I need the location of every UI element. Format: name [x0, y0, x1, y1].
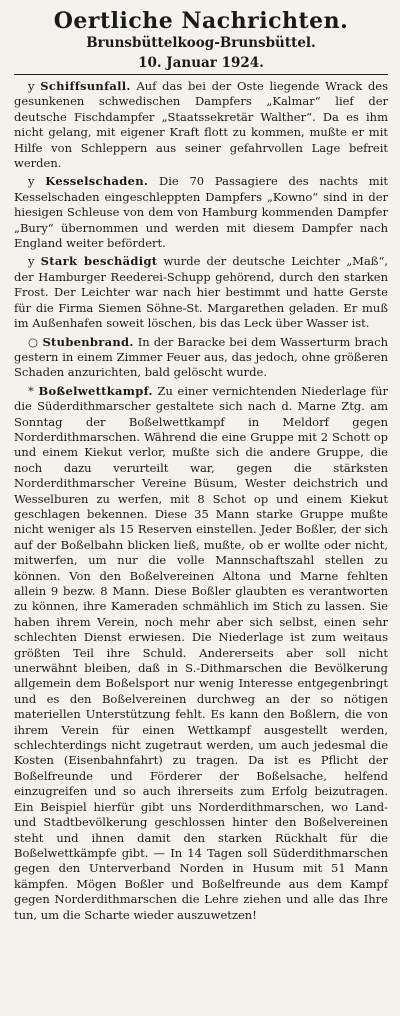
item-text: wurde der deutsche Leichter „Maß“, der Hamburger Reederei-Schupp gehörend, durch den starken Frost. Der Leichter war nach hier bestimmt und hatte Gerste für die Firma Siemen Söhne-St. Margarethen geladen. Er muß im Außenhafen soweit löschen, bis das Leck über Wasser ist. [14, 254, 389, 331]
item-lead: Stark beschädigt [40, 254, 158, 269]
item-text: Die 70 Passagiere des nachts mit Kesselschaden eingeschleppten Dampfers „Kowno“ sind in der hiesigen Schleuse von dem von Hamburg kommenden Dampfer „Bury“ übernommen und werden mit diesem Dampfer nach England weiter befördert. [14, 174, 388, 251]
item-marker: y [28, 174, 35, 189]
item-marker: * [28, 383, 34, 398]
section-title: Oertliche Nachrichten. [53, 8, 349, 34]
news-item-schiffsunfall [14, 79, 388, 171]
item-lead: Schiffsunfall. [40, 79, 131, 93]
header-divider [14, 74, 388, 75]
item-marker: y [28, 79, 35, 93]
item-lead: Kesselschaden. [45, 174, 149, 189]
news-item-bosselwettkampf [14, 384, 388, 923]
item-text: In der Baracke bei dem Wasserturm brach gestern in einem Zimmer Feuer aus, das jedoch, ohne größeren Schaden anzurichten, bald gelöscht wurde. [14, 334, 389, 380]
item-marker: y [28, 254, 35, 269]
item-lead: Stubenbrand. [42, 334, 134, 349]
news-item-stubenbrand [14, 335, 388, 381]
item-lead: Boßelwettkampf. [38, 383, 153, 398]
item-text: Auf das bei der Oste liegende Wrack des gesunkenen schwedischen Dampfers „Kalmar“ lief der deutsche Fischdampfer „Staatssekretär Walther“. Da es ihm nicht gelang, mit eigener Kraft flott zu kommen, mußte er mit Hilfe von Schleppern aus seiner gefahrvollen Lage befreit werden. [14, 79, 389, 171]
location-subtitle: Brunsbüttelkoog-Brunsbüttel. [86, 35, 316, 51]
circle-marker: ○ [28, 334, 39, 349]
section-header [14, 8, 388, 72]
item-text: Zu einer vernichtenden Niederlage für die Süderdithmarscher gestaltete sich nach d. Marne Ztg. am Sonntag der Boßelwettkampf in Meldorf gegen Norderdithmarschen. Während die eine Gruppe mit 2 Schott op und einem Kiekut verlor, mußte sich die andere Gruppe, die noch dazu verurteilt war, gegen die stärksten Norderdithmarscher Vereine Büsum, Wester deichstrich und Wesselburen zu werfen, mit 8 Schot op und einem Kiekut geschlagen bekennen. Diese 35 Mann starke Gruppe mußte nicht weniger als 15 Reserven einstellen. Jeder Boßler, der sich auf der Boßelbahn blicken ließ, mußte, ob er wollte oder nicht, mitwerfen, um nur die volle Mannschaftszahl stellen zu können. Von den Boßelvereinen Altona und Marne fehlten allein 9 bezw. 8 Mann. Diese Boßler glaubten es verantworten zu können, ihre Kameraden schmählich im Stich zu lassen. Sie haben ihrem Verein, noch mehr aber sich selbst, einen sehr schlechten Dienst erwiesen. Die Niederlage ist zum weitaus größten Teil ihre Schuld. Andererseits aber soll nicht unerwähnt bleiben, daß in S.-Dithmarschen die Bevölkerung allgemein dem Boßelsport nur wenig Interesse entgegenbringt und es den Boßelvereinen durchweg an der so nötigen materiellen Unterstützung fehlt. Es kann den Boßlern, die von ihrem Verein für einen Wettkampf ausgestellt werden, schlechterdings nicht zugetraut werden, um auch jedesmal die Kosten (Eisenbahnfahrt) zu tragen. Da ist es Pflicht der Boßelfreunde und Förderer der Boßelsache, helfend einzugreifen und so auch ihrerseits zum Erfolg beizutragen. Ein Beispiel hierfür gibt uns Norderdithmarschen, wo Land- und Stadtbevölkerung geschlossen hinter den Boßelvereinen steht und ihnen damit den starken Rückhalt für die Boßelwettkämpfe gibt. — In 14 Tagen soll Süderdithmarschen gegen den Unterverband Norden in Husum mit 51 Mann kämpfen. Mögen Boßler und Boßelfreunde aus dem Kampf gegen Norderdithmarschen die Lehre ziehen und alle das Ihre tun, um die Scharte wieder auszuwetzen! [14, 383, 388, 922]
issue-date: 10. Januar 1924. [138, 55, 264, 71]
news-item-kesselschaden [14, 174, 388, 251]
news-item-stark-beschaedigt [14, 254, 388, 331]
